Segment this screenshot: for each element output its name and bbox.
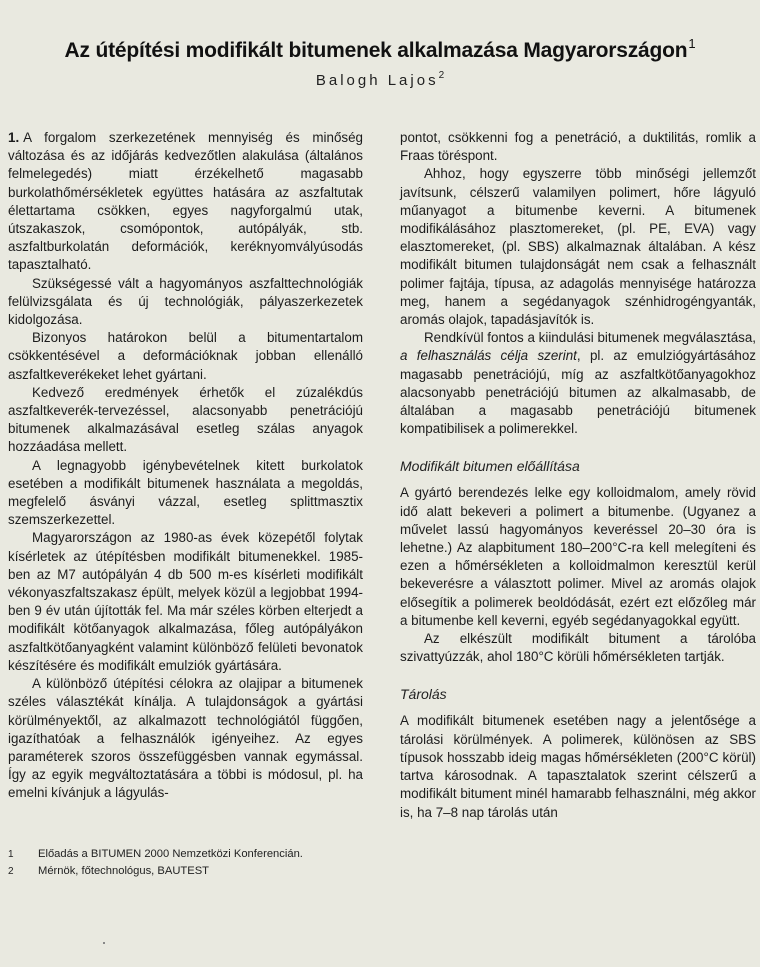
section-heading-production: Modifikált bitumen előállítása bbox=[400, 458, 580, 475]
paragraph: Magyarországon az 1980-as évek közepétől folytak kísérletek az útépítésben modifikált bitumenekkel. 1985-ben az M7 autópályán 4 db 500 m-es kísérleti modifikált vékonyaszfaltszakasz épült, melyek közül a legjobbat 1994-ben 9 év után újították fel. Ma már széles körben elterjedt a modifikált kötőanyagok alkalmazása, főleg autópályákon aszfaltkötőanyagként valamint különböző felületi bevonatok készítésére és modifikált emulziók gyártására. bbox=[8, 530, 363, 673]
paragraph-text: Rendkívül fontos a kiindulási bitumenek megválasztása, bbox=[424, 330, 756, 346]
footnote bbox=[8, 863, 368, 880]
paragraph: A különböző útépítési célokra az olajipar a bitumenek széles választékát kínálja. A tulajdonságok a gyártási körülményektől, az alkalmazott technológiától függően, igazíthatóak a felhasználók igényeihez. Az egyes paraméterek szoros összefüggésben vannak egymással. Így az egyik megváltoztatására a többi is módosul, pl. ha emelni kívánjuk a lágyulás- bbox=[8, 676, 363, 801]
footnote bbox=[8, 846, 368, 863]
paragraph: Szükségessé vált a hagyományos aszfalttechnológiák felülvizsgálata és új technológiák, pályaszerkezetek kidolgozása. bbox=[8, 275, 363, 328]
title-footnote-ref: 1 bbox=[688, 36, 696, 51]
paragraph: A legnagyobb igénybevételnek kitett burkolatok esetében a modifikált bitumenek használata a megoldás, megfelelő ásványi vázzal, esetleg splittmasztix szemszerkezettel. bbox=[8, 457, 363, 528]
footnote-text: Előadás a BITUMEN 2000 Nemzetközi Konferencián. bbox=[38, 848, 303, 860]
paragraph: Ahhoz, hogy egyszerre több minőségi jellemzőt javítsunk, célszerű valamilyen polimert, hőre lágyuló műanyagot a bitumenbe keverni. A bitumenek modifikálásához plasztomereket, (pl. PE, EVA) vagy elasztomereket, (pl. SBS) alkalmaznak általában. A kész modifikált bitumen tulajdonságát nem csak a felhasznált polimer fajtája, típusa, az adagolás mennyisége határozza meg, hanem a segédanyagok szénhidrogéngyanták, aromás olajok, tapadásjavítók is. bbox=[400, 166, 756, 328]
paragraph: Az elkészült modifikált bitument a tárolóba szivattyúzzák, ahol 180°C körüli hőmérsékleten tartják. bbox=[400, 631, 756, 665]
footnote-text: Mérnök, főtechnológus, BAUTEST bbox=[38, 865, 209, 877]
paragraph bbox=[400, 329, 756, 438]
paragraph: A gyártó berendezés lelke egy kolloidmalom, amely rövid idő alatt bekeveri a polimert a bitumenbe. (Ugyanez a művelet lassú hagyományos keveréssel 20–30 óra is lehetne.) Az alapbitument 180–200°C-ra kell melegíteni és ezen a hőmérsékleten a kolloidmalmon keresztül kerül bekeverésre a választott polimer. Mivel az aromás olajok elősegítik a polimerek beoldódását, ezért ezt előzőleg már a bitumenbe kell keverni, egyéb segédanyagokkal együtt. bbox=[400, 485, 756, 628]
left-column bbox=[8, 129, 363, 803]
paragraph: pontot, csökkenni fog a penetráció, a duktilitás, romlik a Fraas töréspont. bbox=[400, 130, 756, 164]
paragraph: Kedvező eredmények érhetők el zúzalékdús aszfaltkeverék-tervezéssel, alacsonyabb penetrációjú bitumenek alkalmazásával esetleg szálas anyagok hozzáadása mellett. bbox=[8, 384, 363, 455]
section-heading-storage: Tárolás bbox=[400, 686, 447, 703]
footnotes bbox=[8, 846, 368, 880]
section-number: 1. bbox=[8, 130, 20, 145]
scan-speck bbox=[103, 942, 105, 944]
emphasized-text: a felhasználás célja szerint bbox=[400, 348, 577, 364]
right-column bbox=[400, 129, 756, 822]
paragraph-text: A forgalom szerkezetének mennyiség és minőség változása és az időjárás kedvezőtlen alakulása (általános felmelegedés) miatt érzékelhető magasabb burkolathőmérsékletek együttes hatására az aszfaltutak élettartama csökken, egyes nagyforgalmú utak, útszakaszok, csomópontok, autópályák, stb. aszfaltburkolatán deformációk, keréknyomvályúsodás tapasztalható. bbox=[8, 130, 363, 273]
author-line bbox=[0, 70, 760, 89]
footnote-mark: 1 bbox=[8, 849, 14, 860]
author-footnote-ref: 2 bbox=[438, 70, 445, 81]
paragraph: Bizonyos határokon belül a bitumentartalom csökkentésével a deformációknak jobban ellenálló aszfaltkeverékeket lehet gyártani. bbox=[8, 330, 363, 382]
paragraph-text: , pl. az emulziógyártásához magasabb penetrációjú, míg az aszfaltkötőanyagokhoz alacsonyabb penetrációjú bitumen az alkalmasabb, de általában a magasabb penetrációjú bitumenek kompatibilisek a polimerekkel. bbox=[400, 348, 756, 437]
author-name: Balogh Lajos bbox=[315, 72, 439, 89]
article-title bbox=[0, 36, 760, 63]
paragraph: A modifikált bitumenek esetében nagy a jelentősége a tárolási körülmények. A polimerek, különösen az SBS típusok hosszabb ideig magas hőmérsékleten (200°C körül) tartva károsodnak. A tapasztalatok szerint célszerű a modifikált bitument minél hamarabb felhasználni, még akkor is, ha 7–8 nap tárolás után bbox=[400, 713, 756, 820]
paragraph bbox=[8, 129, 363, 275]
title-text: Az útépítési modifikált bitumenek alkalmazása Magyarországon bbox=[64, 39, 688, 62]
footnote-mark: 2 bbox=[8, 866, 14, 877]
